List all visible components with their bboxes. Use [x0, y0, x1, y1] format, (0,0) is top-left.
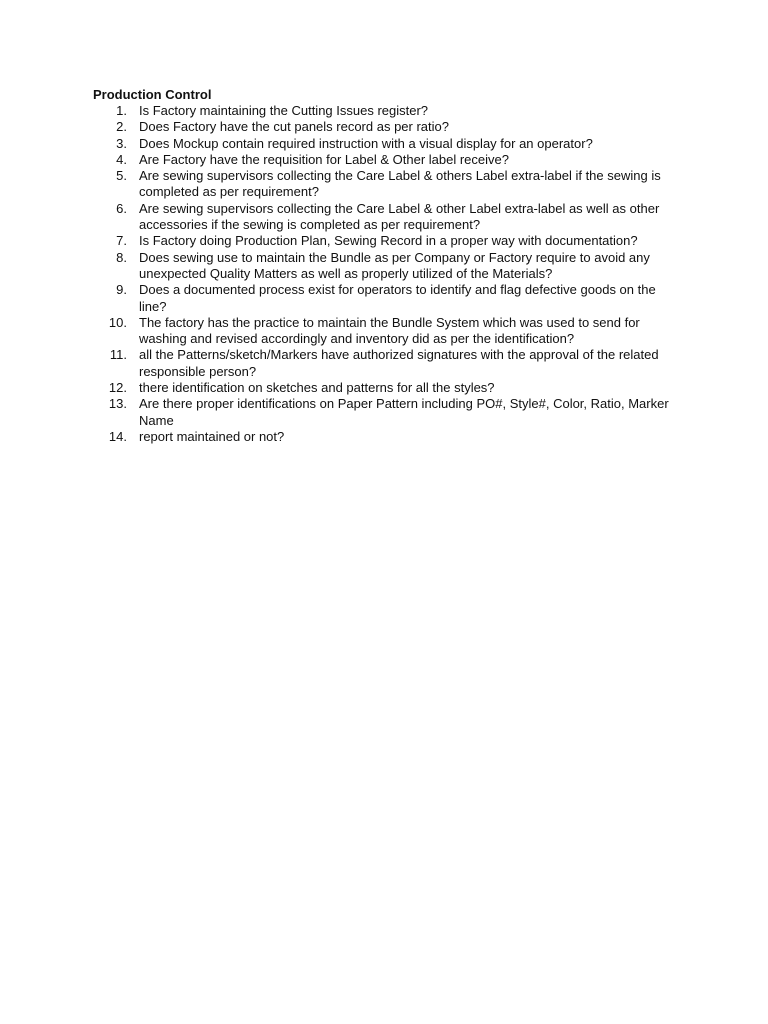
- item-text: Does sewing use to maintain the Bundle as per Company or Factory require to avoid any unexpected Quality Matters as well as properly utilized of the Materials?: [139, 249, 650, 281]
- list-item: [93, 282, 673, 315]
- item-text: report maintained or not?: [139, 428, 285, 444]
- item-text: Are there proper identifications on Paper Pattern including PO#, Style#, Color, Ratio, Marker Name: [139, 396, 669, 428]
- list-item: [93, 119, 673, 135]
- list-item: [93, 136, 673, 152]
- item-number: 6.: [116, 200, 127, 216]
- item-text: Is Factory maintaining the Cutting Issues register?: [139, 103, 429, 118]
- item-number: 11.: [109, 347, 127, 363]
- item-number: 13.: [108, 396, 127, 412]
- item-number: 5.: [116, 168, 127, 184]
- list-item: [93, 315, 673, 348]
- item-number: 3.: [116, 135, 127, 151]
- item-text: there identification on sketches and patterns for all the styles?: [139, 380, 495, 396]
- list-item: [93, 168, 673, 201]
- item-text: Does Factory have the cut panels record as per ratio?: [139, 119, 449, 135]
- item-number: 12.: [108, 380, 127, 396]
- list-item: [93, 233, 673, 249]
- item-number: 10.: [108, 314, 127, 330]
- list-item: [93, 396, 673, 429]
- item-number: 1.: [116, 103, 127, 118]
- list-item: [93, 250, 673, 283]
- item-number: 2.: [116, 119, 127, 135]
- list-item: [93, 103, 673, 119]
- item-number: 7.: [116, 233, 127, 249]
- list-item: [93, 152, 673, 168]
- production-control-section: [93, 86, 673, 445]
- list-item: [93, 429, 673, 445]
- item-text: Does a documented process exist for operators to identify and flag defective goods on the line?: [139, 282, 656, 314]
- item-text: all the Patterns/sketch/Markers have authorized signatures with the approval of the related responsible person?: [139, 347, 659, 379]
- item-number: 14.: [108, 428, 127, 444]
- list-item: [93, 201, 673, 234]
- list-item: [93, 347, 673, 380]
- item-text: Does Mockup contain required instruction with a visual display for an operator?: [139, 135, 593, 151]
- question-list: [93, 103, 673, 445]
- section-title: Production Control: [93, 87, 212, 102]
- list-item: [93, 380, 673, 396]
- item-text: Is Factory doing Production Plan, Sewing Record in a proper way with documentation?: [139, 233, 638, 249]
- item-text: The factory has the practice to maintain the Bundle System which was used to send for washing and revised accordingly and inventory did as per the identification?: [139, 314, 640, 347]
- item-number: 4.: [116, 151, 127, 167]
- item-number: 8.: [116, 249, 127, 265]
- item-text: Are sewing supervisors collecting the Care Label & other Label extra-label as well as other accessories if the sewing is completed as per requirement?: [139, 200, 660, 233]
- item-number: 9.: [116, 282, 127, 298]
- item-text: Are Factory have the requisition for Label & Other label receive?: [139, 151, 509, 167]
- item-text: Are sewing supervisors collecting the Care Label & others Label extra-label if the sewing is completed as per requirement?: [139, 168, 661, 200]
